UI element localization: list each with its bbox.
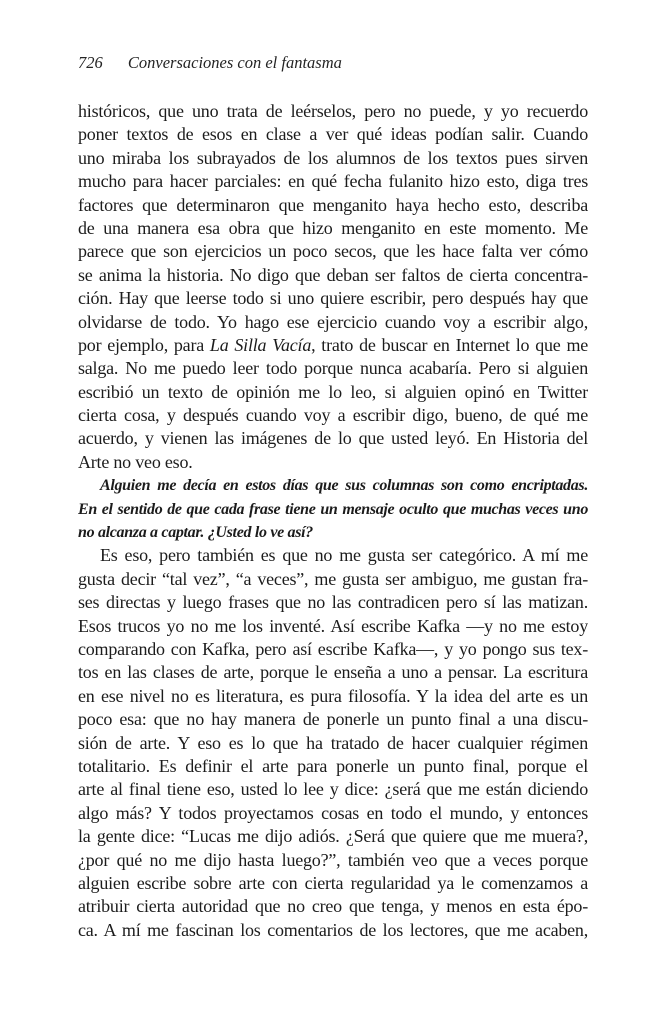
text-run: se anima la historia. No digo que deban ser faltos de cierta concentra- <box>78 264 588 285</box>
text-run: Es eso, pero también es que no me gusta ser categórico. A mí me <box>100 545 588 566</box>
text-run: Arte no veo eso. <box>78 451 193 472</box>
text-run: atribuir cierta autoridad que no creo que tenga, y menos en esta épo- <box>78 896 588 917</box>
text-run: poner textos de esos en clase a ver qué ideas podían salir. Cuando <box>78 124 588 145</box>
text-line <box>78 568 588 591</box>
text-line <box>78 778 588 801</box>
text-line <box>78 825 588 848</box>
text-line <box>78 615 588 638</box>
text-run: escribió un texto de opinión me lo leo, si alguien opinó en Twitter <box>78 381 588 402</box>
text-run: cierta cosa, y después cuando voy a escribir digo, bueno, de qué me <box>78 405 588 426</box>
text-run: parece que son ejercicios un poco secos, que les hace falta ver cómo <box>78 241 588 262</box>
text-run: En el sentido de que cada frase tiene un mensaje oculto que muchas veces uno <box>78 500 588 518</box>
text-run: factores que determinaron que menganito haya hecho esto, describa <box>78 194 588 215</box>
text-run: no alcanza a captar. ¿Usted lo ve así? <box>78 524 313 542</box>
text-line <box>78 264 588 287</box>
text-line <box>78 240 588 263</box>
text-line <box>78 404 588 427</box>
paragraph <box>78 474 588 544</box>
text-line <box>78 100 588 123</box>
text-run: salga. No me puedo leer todo porque nunca acabaría. Pero si alguien <box>78 358 588 379</box>
text-run: la gente dice: “Lucas me dijo adiós. ¿Será que quiere que me muera?, <box>78 826 588 847</box>
body-text <box>78 100 588 942</box>
text-line <box>78 123 588 146</box>
text-run: acuerdo, y vienen las imágenes de lo que usted leyó. En Historia del <box>78 428 588 449</box>
text-line <box>78 849 588 872</box>
page-header <box>78 53 588 73</box>
text-line <box>78 919 588 942</box>
text-run: sión de arte. Y eso es lo que ha tratado de hacer cualquier régimen <box>78 732 588 753</box>
paragraph <box>78 100 588 474</box>
text-run: por ejemplo, para <box>78 334 210 355</box>
text-line <box>78 544 588 567</box>
text-line <box>78 147 588 170</box>
text-line <box>78 895 588 918</box>
text-run: olvidarse de todo. Yo hago ese ejercicio cuando voy a escribir algo, <box>78 311 588 332</box>
text-run: ¿por qué no me dijo hasta luego?”, también veo que a veces porque <box>78 849 588 870</box>
text-line <box>78 381 588 404</box>
text-run: uno miraba los subrayados de los alumnos de los textos pues sirven <box>78 147 588 168</box>
text-line <box>78 498 588 521</box>
text-line <box>78 521 588 544</box>
text-run: alguien escribe sobre arte con cierta regularidad ya le comenzamos a <box>78 872 588 893</box>
text-line <box>78 451 588 474</box>
text-run: Alguien me decía en estos días que sus columnas son como encriptadas. <box>100 477 588 495</box>
text-line <box>78 334 588 357</box>
page-number: 726 <box>78 53 103 72</box>
text-line <box>78 357 588 380</box>
text-line <box>78 708 588 731</box>
text-run: históricos, que uno trata de leérselos, pero no puede, y yo recuerdo <box>78 101 588 121</box>
text-line <box>78 685 588 708</box>
text-line <box>78 474 588 497</box>
text-run: algo más? Y todos proyectamos cosas en todo el mundo, y entonces <box>78 802 588 823</box>
text-run: ción. Hay que leerse todo si uno quiere escribir, pero después hay que <box>78 288 588 309</box>
text-run: gusta decir “tal vez”, “a veces”, me gusta ser ambiguo, me gustan fra- <box>78 568 588 589</box>
text-run: comparando con Kafka, pero así escribe Kafka—, y yo pongo sus tex- <box>78 638 588 659</box>
text-line <box>78 194 588 217</box>
text-run: ca. A mí me fascinan los comentarios de los lectores, que me acaben, <box>78 919 588 940</box>
text-run: en ese nivel no es literatura, es pura filosofía. Y la idea del arte es un <box>78 685 588 706</box>
text-line <box>78 591 588 614</box>
text-line <box>78 802 588 825</box>
text-run: mucho para hacer parciales: en qué fecha fulanito hizo esto, diga tres <box>78 171 588 192</box>
text-line <box>78 638 588 661</box>
text-line <box>78 427 588 450</box>
text-run: totalitario. Es definir el arte para ponerle un punto final, porque el <box>78 755 588 776</box>
text-line <box>78 311 588 334</box>
text-line <box>78 872 588 895</box>
running-title: Conversaciones con el fantasma <box>127 53 342 72</box>
text-line <box>78 170 588 193</box>
text-run: tos en las clases de arte, porque le enseña a uno a pensar. La escritura <box>78 662 588 683</box>
text-line <box>78 287 588 310</box>
italic-text-run: La Silla Vacía <box>209 334 312 355</box>
paragraph <box>78 544 588 942</box>
text-line <box>78 217 588 240</box>
text-run: , trato de buscar en Internet lo que me <box>311 334 588 355</box>
text-run: Esos trucos yo no me los inventé. Así escribe Kafka —y no me estoy <box>78 615 588 636</box>
text-run: poco esa: que no hay manera de ponerle un punto final a una discu- <box>78 709 588 730</box>
text-run: de una manera esa obra que hizo menganito en este momento. Me <box>78 217 588 238</box>
text-line <box>78 755 588 778</box>
text-run: ses directas y luego frases que no las contradicen pero sí las matizan. <box>78 592 588 613</box>
text-line <box>78 661 588 684</box>
text-run: arte al final tiene eso, usted lo lee y dice: ¿será que me están diciendo <box>78 779 588 800</box>
text-line <box>78 732 588 755</box>
